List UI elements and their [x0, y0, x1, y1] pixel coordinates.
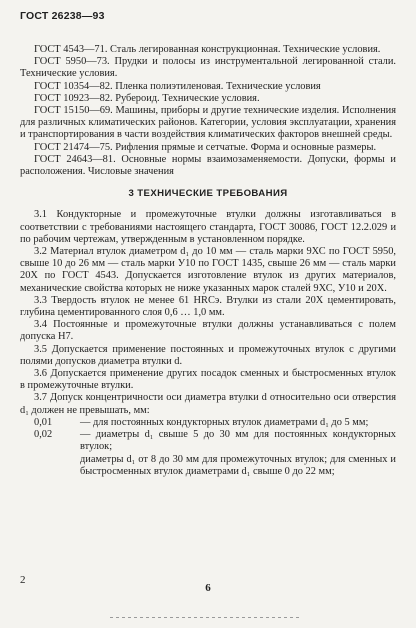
paragraph-3-7: 3.7 Допуск концентричности оси диаметра втулки d относительно оси отверстия d₁ должен не превышать, мм: — [20, 392, 396, 416]
footer-left-number: 2 — [20, 574, 26, 586]
paragraph-3-4: 3.4 Постоянные и промежуточные втулки должны устанавливаться с полем допуска H7. — [20, 319, 396, 343]
tolerance-item — [20, 417, 396, 429]
paragraph-3-1: 3.1 Кондукторные и промежуточные втулки должны изготавливаться в соответствии с требованиями настоящего стандарта, ГОСТ 30086, ГОСТ 12.2.029 и по рабочим чертежам, утвержденным в установленном порядке. — [20, 209, 396, 245]
tolerance-value: 0,02 — [34, 429, 53, 441]
tolerance-item — [20, 429, 396, 453]
tolerance-value: 0,01 — [34, 416, 53, 428]
reference-gost-10923: ГОСТ 10923—82. Рубероид. Технические условия. — [34, 92, 260, 104]
scan-artifact-line — [110, 617, 300, 618]
tolerance-continuation: диаметры d₁ от 8 до 30 мм для промежуточных втулок; для сменных и быстросменных втулок диаметрами d₁ свыше 0 до 22 мм; — [80, 453, 396, 477]
page-number: 6 — [205, 582, 211, 594]
paragraph-3-2: 3.2 Материал втулок диаметром d₁ до 10 мм — сталь марки 9ХС по ГОСТ 5950, свыше 10 до 26 мм — сталь марки У10 по ГОСТ 1435, свыше 26 мм — сталь марки 20Х по ГОСТ 4543. Допускается изготовление втулок из других материалов, механические свойства которых не ниже указанных марок сталей 9ХС, У10 и 20Х. — [20, 246, 396, 294]
paragraph-3-6: 3.6 Допускается применение других посадок сменных и быстросменных втулок в промежуточные втулки. — [20, 368, 396, 392]
reference-gost-10354: ГОСТ 10354—82. Пленка полиэтиленовая. Технические условия — [34, 80, 321, 92]
document-header: ГОСТ 26238—93 — [20, 10, 105, 22]
document-body — [20, 44, 396, 478]
reference-gost-24643: ГОСТ 24643—81. Основные нормы взаимозаменяемости. Допуски, формы и расположения. Числовые значения — [20, 153, 396, 178]
section-title: 3 ТЕХНИЧЕСКИЕ ТРЕБОВАНИЯ — [128, 188, 288, 200]
tolerance-text: — диаметры d₁ свыше 5 до 30 мм для постоянных кондукторных втулок; — [80, 429, 396, 453]
reference-gost-21474: ГОСТ 21474—75. Рифления прямые и сетчатые. Форма и основные размеры. — [34, 141, 377, 153]
reference-gost-15150: ГОСТ 15150—69. Машины, приборы и другие технические изделия. Исполнения для различных климатических районов. Категории, условия эксплуатации, хранения и транспортирования в части воздействия климатических факторов внешней среды. — [20, 105, 396, 141]
reference-gost-4543: ГОСТ 4543—71. Сталь легированная конструкционная. Технические условия. — [34, 44, 381, 55]
reference-gost-5950: ГОСТ 5950—73. Прудки и полосы из инструментальной легированной стали. Технические условия. — [20, 56, 396, 80]
tolerance-text: — для постоянных кондукторных втулок диаметрами d₁ до 5 мм; — [80, 416, 369, 428]
paragraph-3-5: 3.5 Допускается применение постоянных и промежуточных втулок с другими полями допусков диаметра втулки d. — [20, 343, 396, 367]
paragraph-3-3: 3.3 Твердость втулок не менее 61 HRCэ. Втулки из стали 20Х цементировать, глубина цементированного слоя 0,6 … 1,0 мм. — [20, 294, 396, 319]
tolerance-continuation-item — [20, 454, 396, 478]
